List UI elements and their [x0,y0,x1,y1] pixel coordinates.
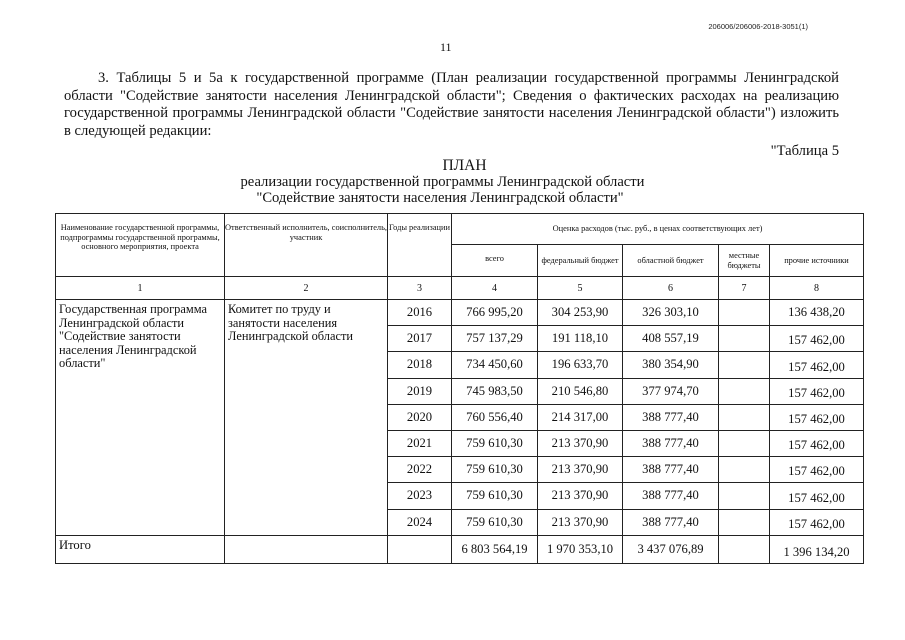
regional-cell: 388 777,40 [623,457,719,483]
totals-row [56,535,864,563]
local-cell [719,404,770,430]
regional-cell: 380 354,90 [623,352,719,378]
year-cell: 2021 [388,430,452,456]
other-cell: 157 462,00 [770,430,864,456]
year-cell: 2017 [388,326,452,352]
header-name: Наименование государственной программы, подпрограммы государственной программы, основного мероприятия, проекта [56,214,225,277]
total-cell: 759 610,30 [452,509,538,535]
total-cell: 759 610,30 [452,457,538,483]
header-responsible: Ответственный исполнитель, соисполнитель, участник [225,214,388,277]
totals-regional-cell: 3 437 076,89 [623,535,719,563]
totals-total-cell: 6 803 564,19 [452,535,538,563]
year-cell: 2024 [388,509,452,535]
other-cell: 157 462,00 [770,457,864,483]
intro-paragraph: 3. Таблицы 5 и 5а к государственной программе (План реализации государственной программы Ленинградской области "Содействие занятости населения Ленинградской области"; Сведения о фактических расходах на реализацию государственной программы Ленинградской области "Содействие занятости населения Ленинградской области") изложить в следующей редакции: [64,70,839,139]
totals-other-cell: 1 396 134,20 [770,535,864,563]
column-number: 8 [770,277,864,300]
year-cell: 2019 [388,378,452,404]
federal-cell: 213 370,90 [538,457,623,483]
plan-title-line1: ПЛАН [442,157,487,174]
other-cell: 157 462,00 [770,404,864,430]
program-name-cell: Государственная программа Ленинградской области "Содействие занятости населения Ленинградской области" [56,300,225,536]
table-number-label: "Таблица 5 [770,143,839,159]
federal-cell: 210 546,80 [538,378,623,404]
regional-cell: 388 777,40 [623,483,719,509]
totals-federal-cell: 1 970 353,10 [538,535,623,563]
column-number-row [56,277,864,300]
header-total: всего [452,245,538,277]
other-cell: 136 438,20 [770,300,864,326]
regional-cell: 388 777,40 [623,404,719,430]
year-cell: 2022 [388,457,452,483]
responsible-cell: Комитет по труду и занятости населения Ленинградской области [225,300,388,536]
plan-title-line3: "Содействие занятости населения Ленинградской области" [256,190,624,206]
total-cell: 766 995,20 [452,300,538,326]
column-number: 5 [538,277,623,300]
total-cell: 759 610,30 [452,430,538,456]
total-cell: 745 983,50 [452,378,538,404]
federal-cell: 304 253,90 [538,300,623,326]
local-cell [719,483,770,509]
regional-cell: 408 557,19 [623,326,719,352]
year-cell: 2020 [388,404,452,430]
total-cell: 759 610,30 [452,483,538,509]
column-number: 4 [452,277,538,300]
other-cell: 157 462,00 [770,326,864,352]
other-cell: 157 462,00 [770,483,864,509]
other-cell: 157 462,00 [770,378,864,404]
other-cell: 157 462,00 [770,352,864,378]
federal-cell: 213 370,90 [538,430,623,456]
local-cell [719,509,770,535]
local-cell [719,457,770,483]
column-number: 1 [56,277,225,300]
plan-title-line2: реализации государственной программы Ленинградской области [240,174,645,190]
totals-year-empty [388,535,452,563]
header-estimate: Оценка расходов (тыс. руб., в ценах соответствующих лет) [452,214,864,245]
column-number: 7 [719,277,770,300]
total-cell: 734 450,60 [452,352,538,378]
local-cell [719,352,770,378]
header-local: местные бюджеты [719,245,770,277]
document-id: 206006/206006-2018-3051(1) [708,22,808,31]
plan-table [55,213,864,564]
header-federal: федеральный бюджет [538,245,623,277]
local-cell [719,326,770,352]
totals-responsible-empty [225,535,388,563]
column-number: 6 [623,277,719,300]
federal-cell: 191 118,10 [538,326,623,352]
federal-cell: 213 370,90 [538,509,623,535]
local-cell [719,378,770,404]
local-cell [719,430,770,456]
page-number: 11 [440,40,452,54]
local-cell [719,300,770,326]
header-other: прочие источники [770,245,864,277]
total-cell: 760 556,40 [452,404,538,430]
regional-cell: 388 777,40 [623,509,719,535]
column-number: 2 [225,277,388,300]
table-row [56,300,864,326]
total-cell: 757 137,29 [452,326,538,352]
totals-local-cell [719,535,770,563]
regional-cell: 377 974,70 [623,378,719,404]
totals-label: Итого [56,535,225,563]
header-regional: областной бюджет [623,245,719,277]
year-cell: 2016 [388,300,452,326]
other-cell: 157 462,00 [770,509,864,535]
federal-cell: 196 633,70 [538,352,623,378]
column-number: 3 [388,277,452,300]
federal-cell: 214 317,00 [538,404,623,430]
regional-cell: 326 303,10 [623,300,719,326]
header-years: Годы реализации [388,214,452,277]
table-header-row-1 [56,214,864,245]
plan-title [0,158,905,206]
federal-cell: 213 370,90 [538,483,623,509]
year-cell: 2018 [388,352,452,378]
year-cell: 2023 [388,483,452,509]
regional-cell: 388 777,40 [623,430,719,456]
